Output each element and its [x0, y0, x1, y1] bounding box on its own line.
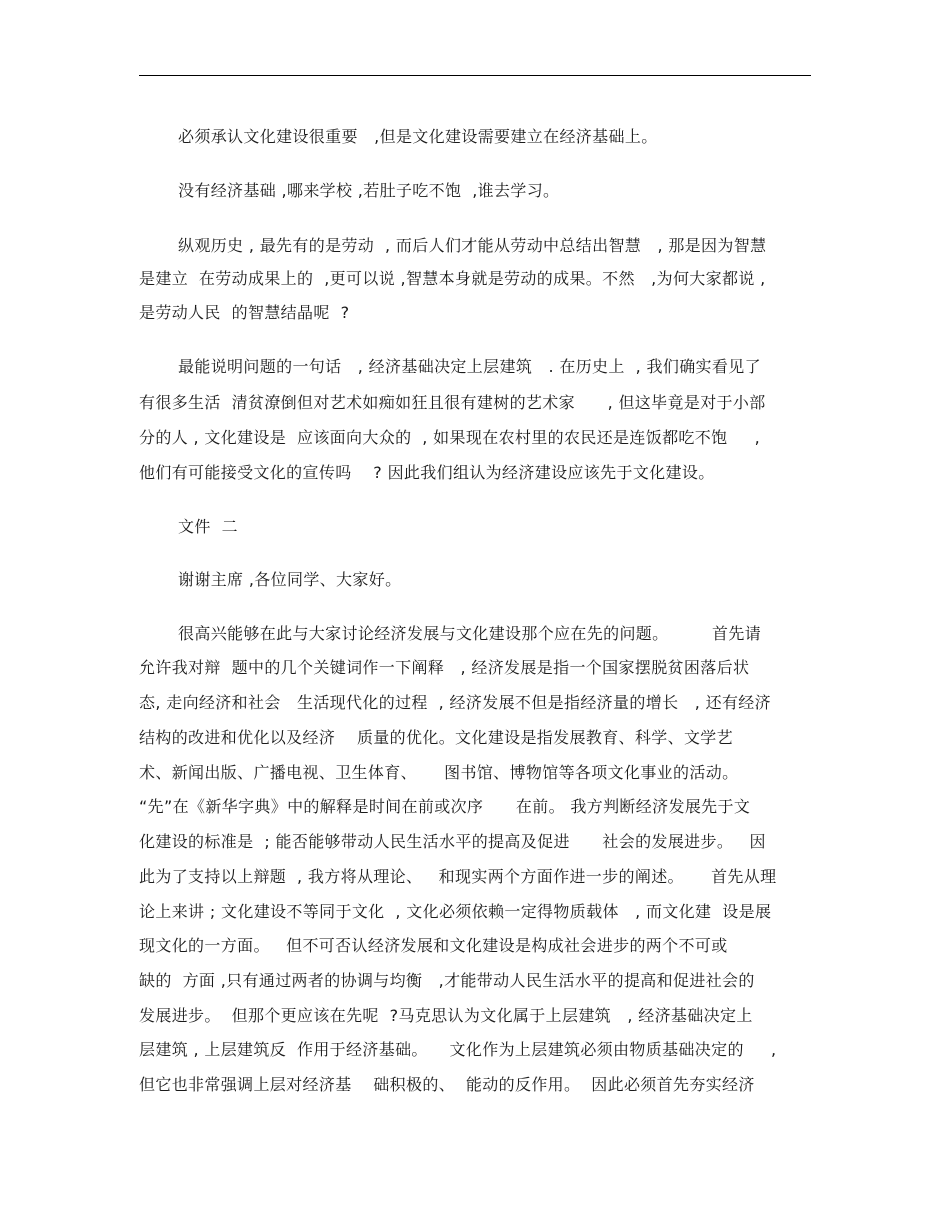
paragraph-3-line-3: 是劳动人民 的智慧结晶呢 ? — [139, 303, 350, 322]
paragraph-6-line-1: 谢谢主席 ,各位同学、大家好。 — [178, 570, 402, 589]
paragraph-4-line-2: 有很多生活 清贫潦倒但对艺术如痴如狂且很有建树的艺术家 , 但这毕竟是对于小部 — [139, 393, 766, 412]
paragraph-7-line-3: 态, 走向经济和社会 生活现代化的过程 , 经济发展不但是指经济量的增长 , 还有经济 — [139, 693, 772, 712]
paragraph-7-line-7: 化建设的标准是 ; 能否能够带动人民生活水平的提高及促进 社会的发展进步。 因 — [139, 832, 766, 851]
paragraph-7-line-13: 层建筑 , 上层建筑反 作用于经济基础。 文化作为上层建筑必须由物质基础决定的 , — [139, 1040, 777, 1059]
paragraph-7-line-2: 允许我对辩 题中的几个关键词作一下阐释 , 经济发展是指一个国家摆脱贫困落后状 — [139, 658, 750, 677]
paragraph-7-line-6: “先”在《新华字典》中的解释是时间在前或次序 在前。 我方判断经济发展先于文 — [139, 797, 751, 816]
paragraph-4-line-4: 他们有可能接受文化的宣传吗 ? 因此我们组认为经济建设应该先于文化建设。 — [139, 463, 715, 482]
paragraph-7-line-14: 但它也非常强调上层对经济基 础积极的、 能动的反作用。 因此必须首先夯实经济 — [139, 1075, 755, 1094]
paragraph-4-line-1: 最能说明问题的一句话 , 经济基础决定上层建筑 . 在历史上 , 我们确实看见了 — [178, 357, 761, 376]
paragraph-7-line-11: 缺的 方面 ,只有通过两者的协调与均衡 ,才能带动人民生活水平的提高和促进社会的 — [139, 971, 755, 990]
paragraph-3-line-2: 是建立 在劳动成果上的 ,更可以说 ,智慧本身就是劳动的成果。不然 ,为何大家都说 , — [139, 269, 766, 288]
paragraph-3-line-1: 纵观历史 , 最先有的是劳动 , 而后人们才能从劳动中总结出智慧 , 那是因为智慧 — [178, 236, 767, 255]
paragraph-7-line-5: 术、新闻出版、广播电视、卫生体育、 图书馆、博物馆等各项文化事业的活动。 — [139, 763, 739, 782]
paragraph-1-line-1: 必须承认文化建设很重要 ,但是文化建设需要建立在经济基础上。 — [178, 127, 658, 146]
section-heading: 文件 二 — [178, 517, 238, 536]
paragraph-7-line-1: 很高兴能够在此与大家讨论经济发展与文化建设那个应在先的问题。 首先请 — [178, 624, 762, 643]
paragraph-2-line-1: 没有经济基础 ,哪来学校 ,若肚子吃不饱 ,谁去学习。 — [178, 181, 560, 200]
paragraph-7-line-9: 论上来讲 ; 文化建设不等同于文化 , 文化必须依赖一定得物质载体 , 而文化建 设是展 — [139, 902, 772, 921]
header-rule — [139, 75, 811, 76]
paragraph-4-line-3: 分的人 , 文化建设是 应该面向大众的 , 如果现在农村里的农民还是连饭都吃不饱 , — [139, 428, 761, 447]
paragraph-7-line-8: 此为了支持以上辩题 , 我方将从理论、 和现实两个方面作进一步的阐述。 首先从理 — [139, 867, 777, 886]
paragraph-7-line-10: 现文化的一方面。 但不可否认经济发展和文化建设是构成社会进步的两个不可或 — [139, 936, 728, 955]
paragraph-7-line-12: 发展进步。 但那个更应该在先呢 ?马克思认为文化属于上层建筑 , 经济基础决定上 — [139, 1006, 753, 1025]
paragraph-7-line-4: 结构的改进和优化以及经济 质量的优化。文化建设是指发展教育、科学、文学艺 — [139, 728, 733, 747]
